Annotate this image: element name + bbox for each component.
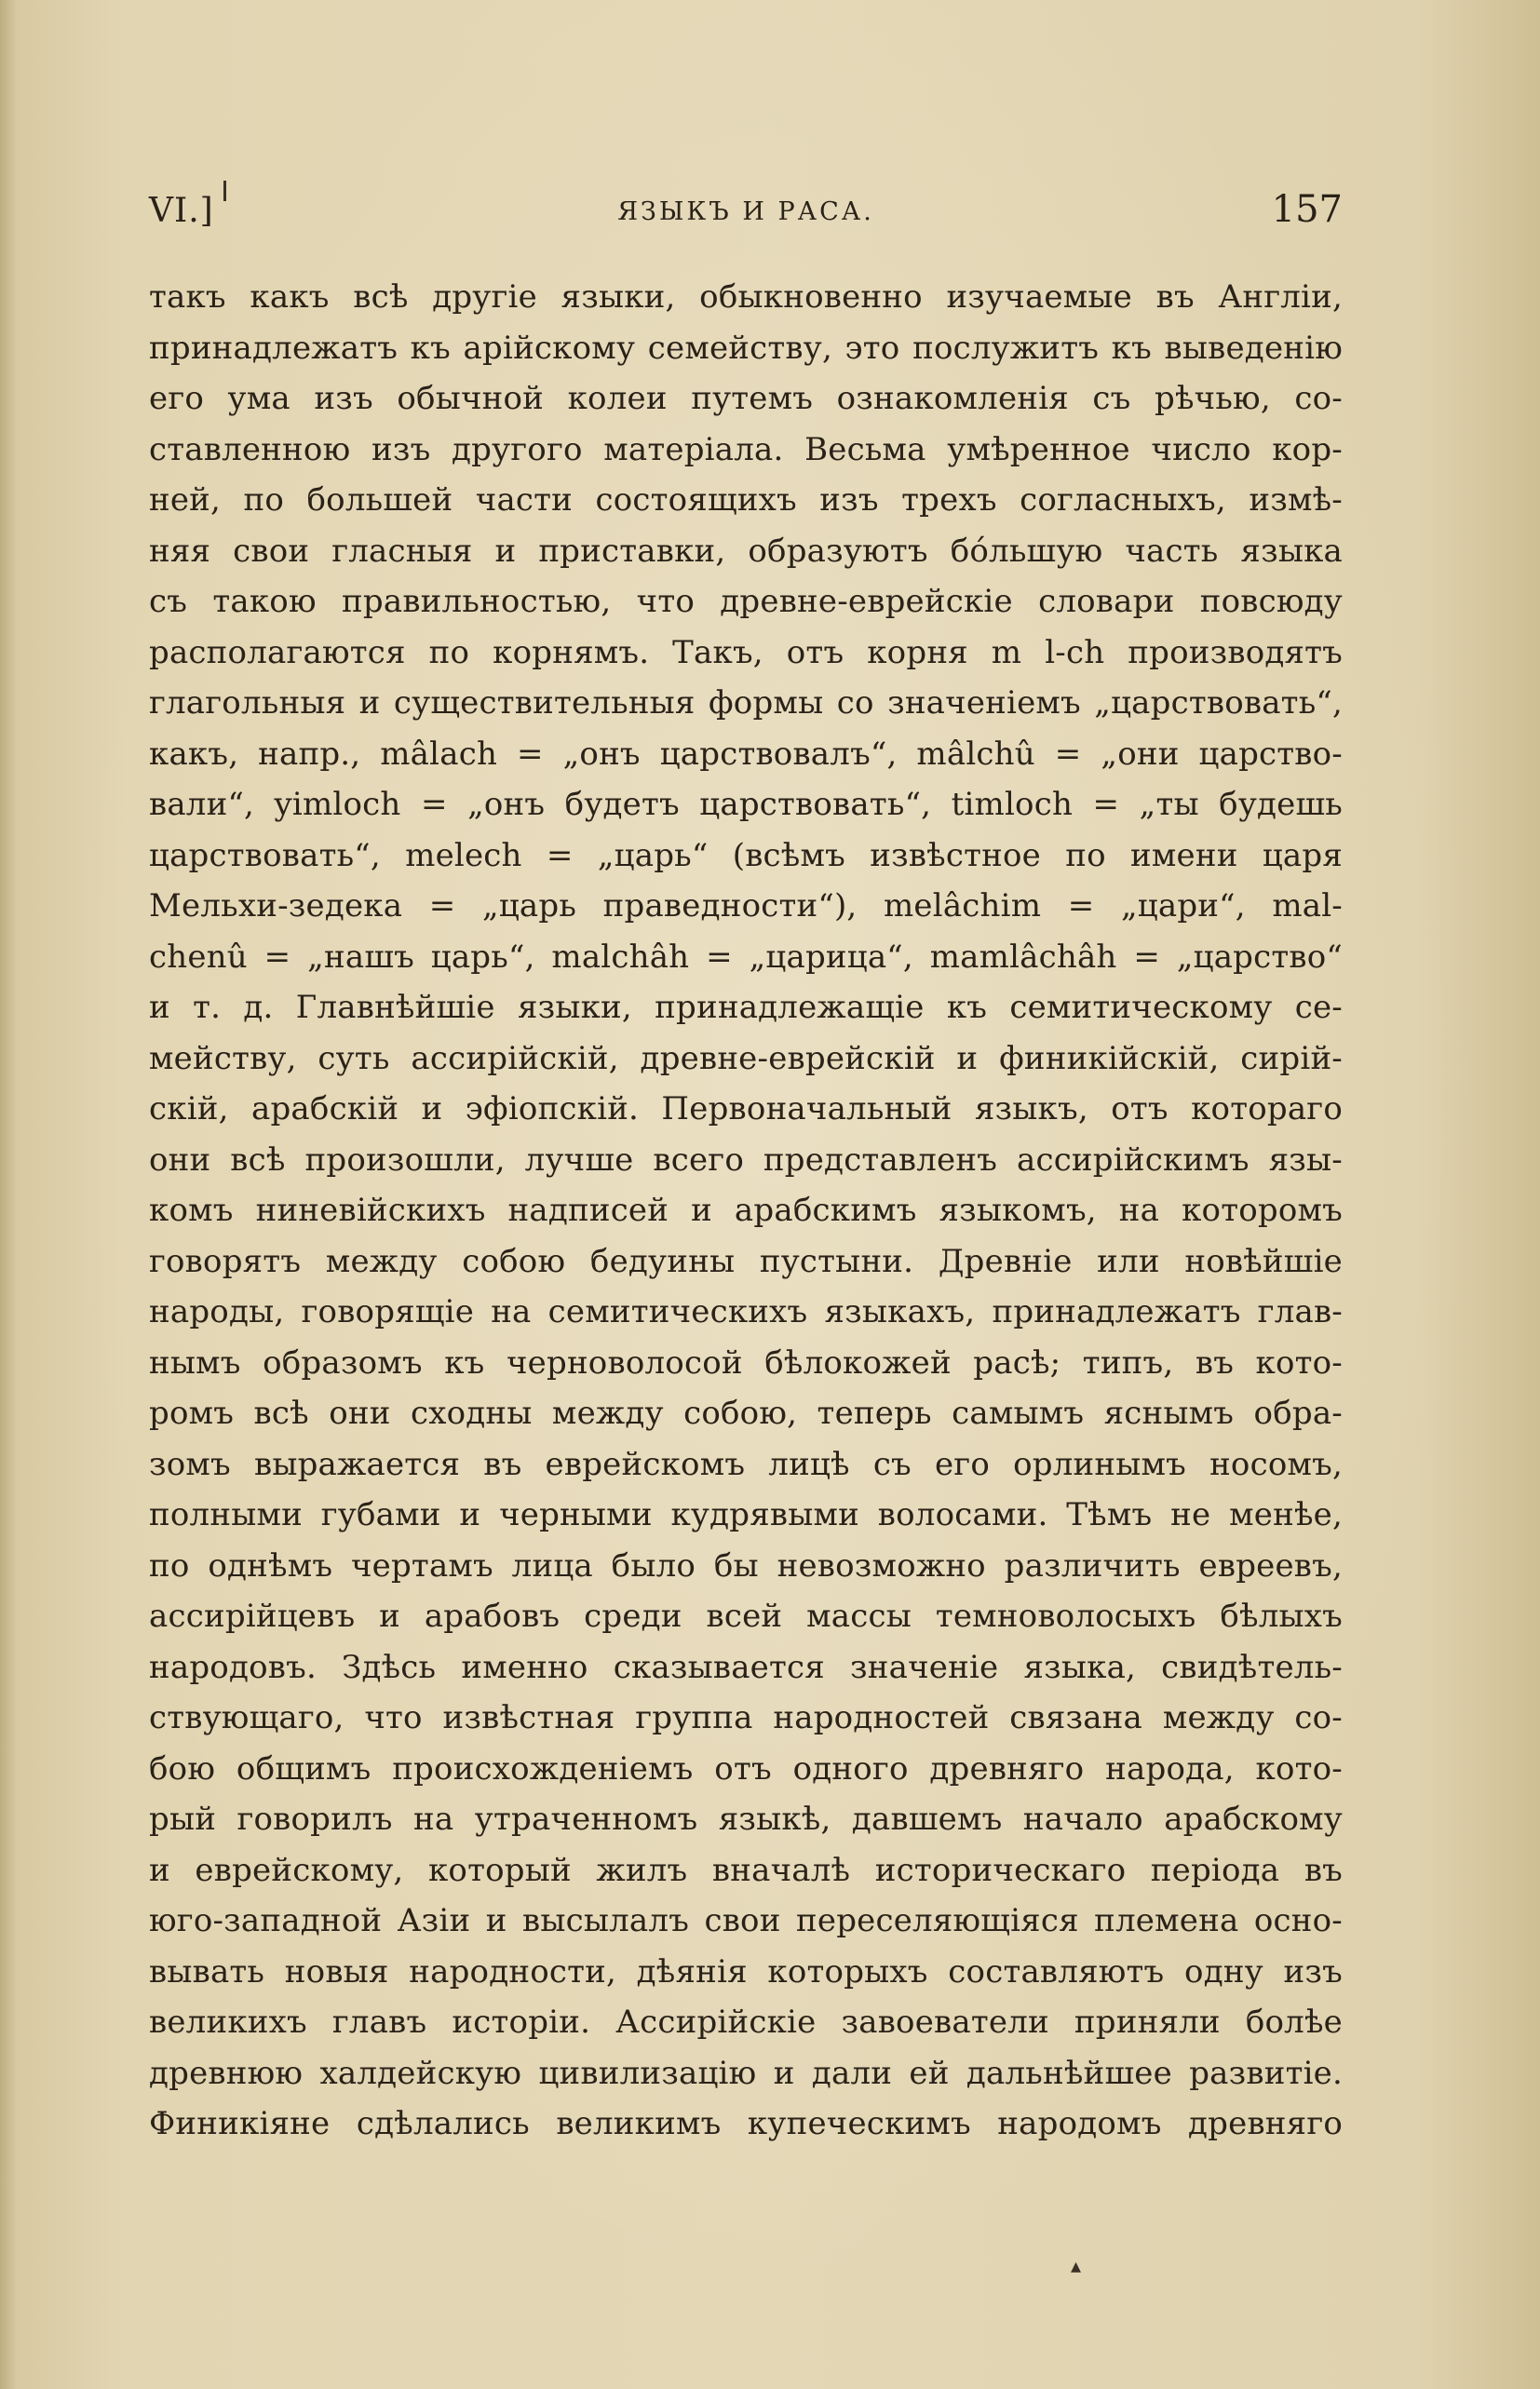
text-line: ромъ всѣ они сходны между собою, теперь самымъ яснымъ обра-: [149, 1395, 1343, 1432]
text-line: древнюю халдейскую цивилизацію и дали ей дальнѣйшее развитіе.: [149, 2054, 1343, 2092]
text-line: народовъ. Здѣсь именно сказывается значеніе языка, свидѣтель-: [149, 1648, 1343, 1686]
text-line: юго-западной Азіи и высылалъ свои переселяющіяся племена осно-: [149, 1902, 1343, 1939]
text-line: рый говорилъ на утраченномъ языкѣ, давшемъ начало арабскому: [149, 1801, 1343, 1838]
text-line: вали“, yimloch = „онъ будетъ царствовать“, timloch = „ты будешь: [149, 786, 1343, 823]
text-line: принадлежатъ къ арійскому семейству, это послужитъ къ выведенію: [149, 329, 1343, 367]
printer-mark: ▴: [1071, 2255, 1082, 2278]
text-line: комъ ниневійскихъ надписей и арабскимъ языкомъ, на которомъ: [149, 1192, 1343, 1229]
text-line: ставленною изъ другого матеріала. Весьма умѣренное число кор-: [149, 430, 1343, 468]
text-line: вывать новыя народности, дѣянія которыхъ составляютъ одну изъ: [149, 1952, 1343, 1991]
running-title: ЯЗЫКЪ И РАСА.: [617, 197, 874, 226]
text-line: chenû = „нашъ царь“, malchâh = „царица“, mamlâchâh = „царство“: [149, 938, 1343, 976]
body-text: [149, 272, 1343, 2150]
text-line: бою общимъ происхожденіемъ отъ одного древняго народа, кото-: [149, 1749, 1343, 1788]
text-line: мейству, суть ассирійскій, древне-еврейскій и финикійскій, сирій-: [149, 1039, 1343, 1077]
text-line: няя свои гласныя и приставки, образуютъ бо́льшую часть языка: [149, 532, 1343, 570]
text-line: Финикіяне сдѣлались великимъ купеческимъ народомъ древняго: [149, 2105, 1343, 2142]
text-line: они всѣ произошли, лучше всего представленъ ассирійскимъ язы-: [149, 1141, 1343, 1179]
text-line: ствующаго, что извѣстная группа народностей связана между со-: [149, 1699, 1343, 1736]
text-line: по однѣмъ чертамъ лица было бы невозможно различить евреевъ,: [149, 1546, 1343, 1585]
text-line: скій, арабскій и эфіопскій. Первоначальный языкъ, отъ котораго: [149, 1090, 1343, 1127]
text-line: ней, по большей части состоящихъ изъ трехъ согласныхъ, измѣ-: [149, 481, 1343, 519]
text-line: зомъ выражается въ еврейскомъ лицѣ съ его орлинымъ носомъ,: [149, 1445, 1343, 1483]
text-line: великихъ главъ исторіи. Ассирійскіе завоеватели приняли болѣе: [149, 2004, 1343, 2041]
page-header: [149, 184, 1343, 236]
text-line: полными губами и черными кудрявыми волосами. Тѣмъ не менѣе,: [149, 1496, 1343, 1533]
page-number: 157: [1271, 188, 1343, 231]
page-edge-shadow: [0, 0, 17, 2389]
text-line: глагольныя и существительныя формы со значеніемъ „царствовать“,: [149, 684, 1343, 722]
section-number: VI.]: [149, 192, 214, 230]
text-line: съ такою правильностью, что древне-еврейскіе словари повсюду: [149, 583, 1343, 620]
text-line: нымъ образомъ къ черноволосой бѣлокожей расѣ; типъ, въ кото-: [149, 1343, 1343, 1382]
text-line: какъ, напр., mâlach = „онъ царствовалъ“, mâlchû = „они царство-: [149, 735, 1343, 773]
text-line: такъ какъ всѣ другіе языки, обыкновенно изучаемые въ Англіи,: [149, 278, 1343, 316]
text-line: Мельхи-зедека = „царь праведности“), melâchim = „цари“, mal-: [149, 887, 1343, 925]
text-line: и т. д. Главнѣйшіе языки, принадлежащіе къ семитическому се-: [149, 989, 1343, 1026]
text-line: народы, говорящіе на семитическихъ языкахъ, принадлежатъ глав-: [149, 1293, 1343, 1330]
text-line: говорятъ между собою бедуины пустыни. Древніе или новѣйшіе: [149, 1242, 1343, 1280]
text-line: царствовать“, melech = „царь“ (всѣмъ извѣстное по имени царя: [149, 836, 1343, 874]
text-line: его ума изъ обычной колеи путемъ ознакомленія съ рѣчью, со-: [149, 380, 1343, 417]
print-tick-mark: [223, 181, 226, 201]
text-line: и еврейскому, который жилъ вначалѣ историческаго періода въ: [149, 1851, 1343, 1889]
text-line: ассирійцевъ и арабовъ среди всей массы темноволосыхъ бѣлыхъ: [149, 1598, 1343, 1635]
text-line: располагаются по корнямъ. Такъ, отъ корня m l-ch производятъ: [149, 633, 1343, 671]
